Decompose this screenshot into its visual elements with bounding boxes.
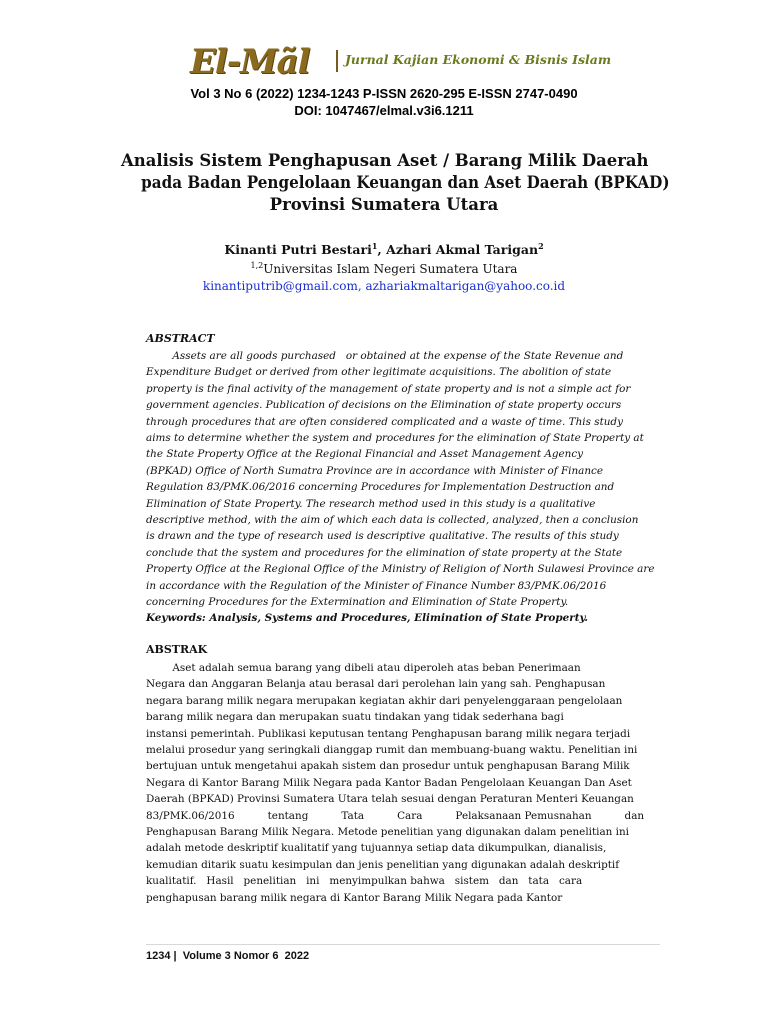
abstract-line: conclude that the system and procedures for the elimination of state property at the State — [146, 546, 623, 559]
doi-line: DOI: 1047467/elmal.v3i6.1211 — [294, 103, 474, 118]
title-line: pada Badan Pengelolaan Keuangan dan Aset Daerah (BPKAD) — [141, 173, 670, 192]
abstrak-line: Penghapusan Barang Milik Negara. Metode penelitian yang digunakan dalam penelitian ini — [146, 826, 630, 839]
abstrak-line: barang milik negara dan merupakan suatu tindakan yang tidak sederhana bagi — [146, 711, 564, 724]
abstrak-line: adalah metode deskriptif kualitatif yang tujuannya setiap data dikumpulkan, dianalisis, — [146, 842, 607, 855]
abstrak-heading: ABSTRAK — [146, 643, 208, 656]
abstrak-line: Daerah (BPKAD) Provinsi Sumatera Utara telah sesuai dengan Peraturan Menteri Keuangan — [146, 793, 634, 806]
abstrak-line: negara barang milik negara merupakan kegiatan akhir dari penyelenggaraan pengelolaan — [146, 694, 623, 707]
abstract-line: Expenditure Budget or derived from other legitimate acquisitions. The abolition of state — [146, 366, 612, 379]
abstract-line: concerning Procedures for the Extermination and Elimination of State Property. — [146, 596, 569, 609]
affiliation — [0, 262, 768, 276]
abstract-line: government agencies. Publication of decisions on the Elimination of state property occurs — [146, 399, 622, 412]
abstract-heading: ABSTRACT — [146, 332, 215, 345]
abstract-line: property is the final activity of the management of state property and is not a simple act for — [146, 382, 631, 395]
affiliation-sup: 1,2 — [250, 261, 264, 270]
abstract-body — [146, 348, 658, 611]
abstract-line: in accordance with the Regulation of the Minister of Finance Number 83/PMK.06/2016 — [146, 579, 607, 592]
abstract-line: the State Property Office at the Regional Financial and Asset Management Agency — [146, 448, 584, 461]
authors — [0, 242, 768, 257]
affiliation-text: Universitas Islam Negeri Sumatera Utara — [263, 262, 518, 276]
abstrak-line: kemudian ditarik suatu kesimpulan dan jenis penelitian yang digunakan adalah deskriptif — [146, 858, 620, 871]
abstrak-line: melalui prosedur yang seringkali dianggap rumit dan membuang-buang waktu. Penelitian ini — [146, 744, 638, 757]
journal-logo: El-Mãl — [190, 42, 310, 82]
journal-name: Jurnal Kajian Ekonomi & Bisnis Islam — [345, 52, 612, 67]
abstrak-line: 83/PMK.06/2016 tentang Tata Cara Pelaksanaan Pemusnahan dan — [146, 809, 645, 822]
abstract-line: Assets are all goods purchased or obtained at the expense of the State Revenue and — [146, 350, 624, 362]
abstrak-line: Negara dan Anggaran Belanja atau berasal dari perolehan lain yang sah. Penghapusan — [146, 678, 606, 691]
abstract-line: (BPKAD) Office of North Sumatra Province are in accordance with Minister of Finance — [146, 464, 604, 477]
abstrak-body — [146, 660, 658, 906]
author-name: Kinanti Putri Bestari — [224, 242, 372, 257]
abstrak-line: kualitatif. Hasil penelitian ini menyimpulkan bahwa sistem dan tata cara — [146, 875, 583, 888]
abstrak-line: Aset adalah semua barang yang dibeli atau diperoleh atas beban Penerimaan — [146, 662, 581, 674]
author-sup: 2 — [538, 240, 544, 251]
page-footer: 1234 | Volume 3 Nomor 6 2022 — [146, 950, 310, 962]
abstract-line: Regulation 83/PMK.06/2016 concerning Procedures for Implementation Destruction and — [146, 481, 615, 494]
author-name: , Azhari Akmal Tarigan — [377, 242, 539, 257]
title-line: Provinsi Sumatera Utara — [269, 195, 499, 214]
volume-line: Vol 3 No 6 (2022) 1234-1243 P-ISSN 2620-295 E-ISSN 2747-0490 — [190, 86, 578, 101]
abstract-line: Property Office at the Regional Office of the Ministry of Religion of North Sulawesi Province are — [146, 563, 655, 576]
author-emails[interactable]: kinantiputrib@gmail.com, azhariakmaltarigan@yahoo.co.id — [202, 279, 566, 293]
author-sup: 1 — [371, 240, 378, 251]
abstrak-line: bertujuan untuk mengetahui apakah sistem dan prosedur untuk penghapusan Barang Milik — [146, 760, 630, 773]
abstract-line: aims to determine whether the system and procedures for the elimination of State Property at — [146, 432, 644, 445]
journal-header — [190, 42, 620, 82]
title-line: Analisis Sistem Penghapusan Aset / Barang Milik Daerah — [121, 151, 649, 170]
keywords: Keywords: Analysis, Systems and Procedures, Elimination of State Property. — [146, 612, 588, 624]
article-title — [120, 150, 670, 216]
abstrak-line: instansi pemerintah. Publikasi keputusan tentang Penghapusan barang milik negara terjadi — [146, 727, 631, 740]
abstract-line: Elimination of State Property. The research method used in this study is a qualitative — [146, 497, 596, 510]
abstract-line: is drawn and the type of research used is descriptive qualitative. The results of this study — [146, 530, 619, 543]
abstract-line: descriptive method, with the aim of which each data is collected, analyzed, then a conclusion — [146, 514, 639, 527]
abstract-line: through procedures that are often considered complicated and a waste of time. This study — [146, 415, 623, 428]
footer-divider — [146, 944, 660, 945]
header-divider — [336, 50, 338, 72]
abstrak-line: penghapusan barang milik negara di Kantor Barang Milik Negara pada Kantor — [146, 891, 563, 904]
abstrak-line: Negara di Kantor Barang Milik Negara pada Kantor Badan Pengelolaan Keuangan Dan Aset — [146, 776, 632, 789]
